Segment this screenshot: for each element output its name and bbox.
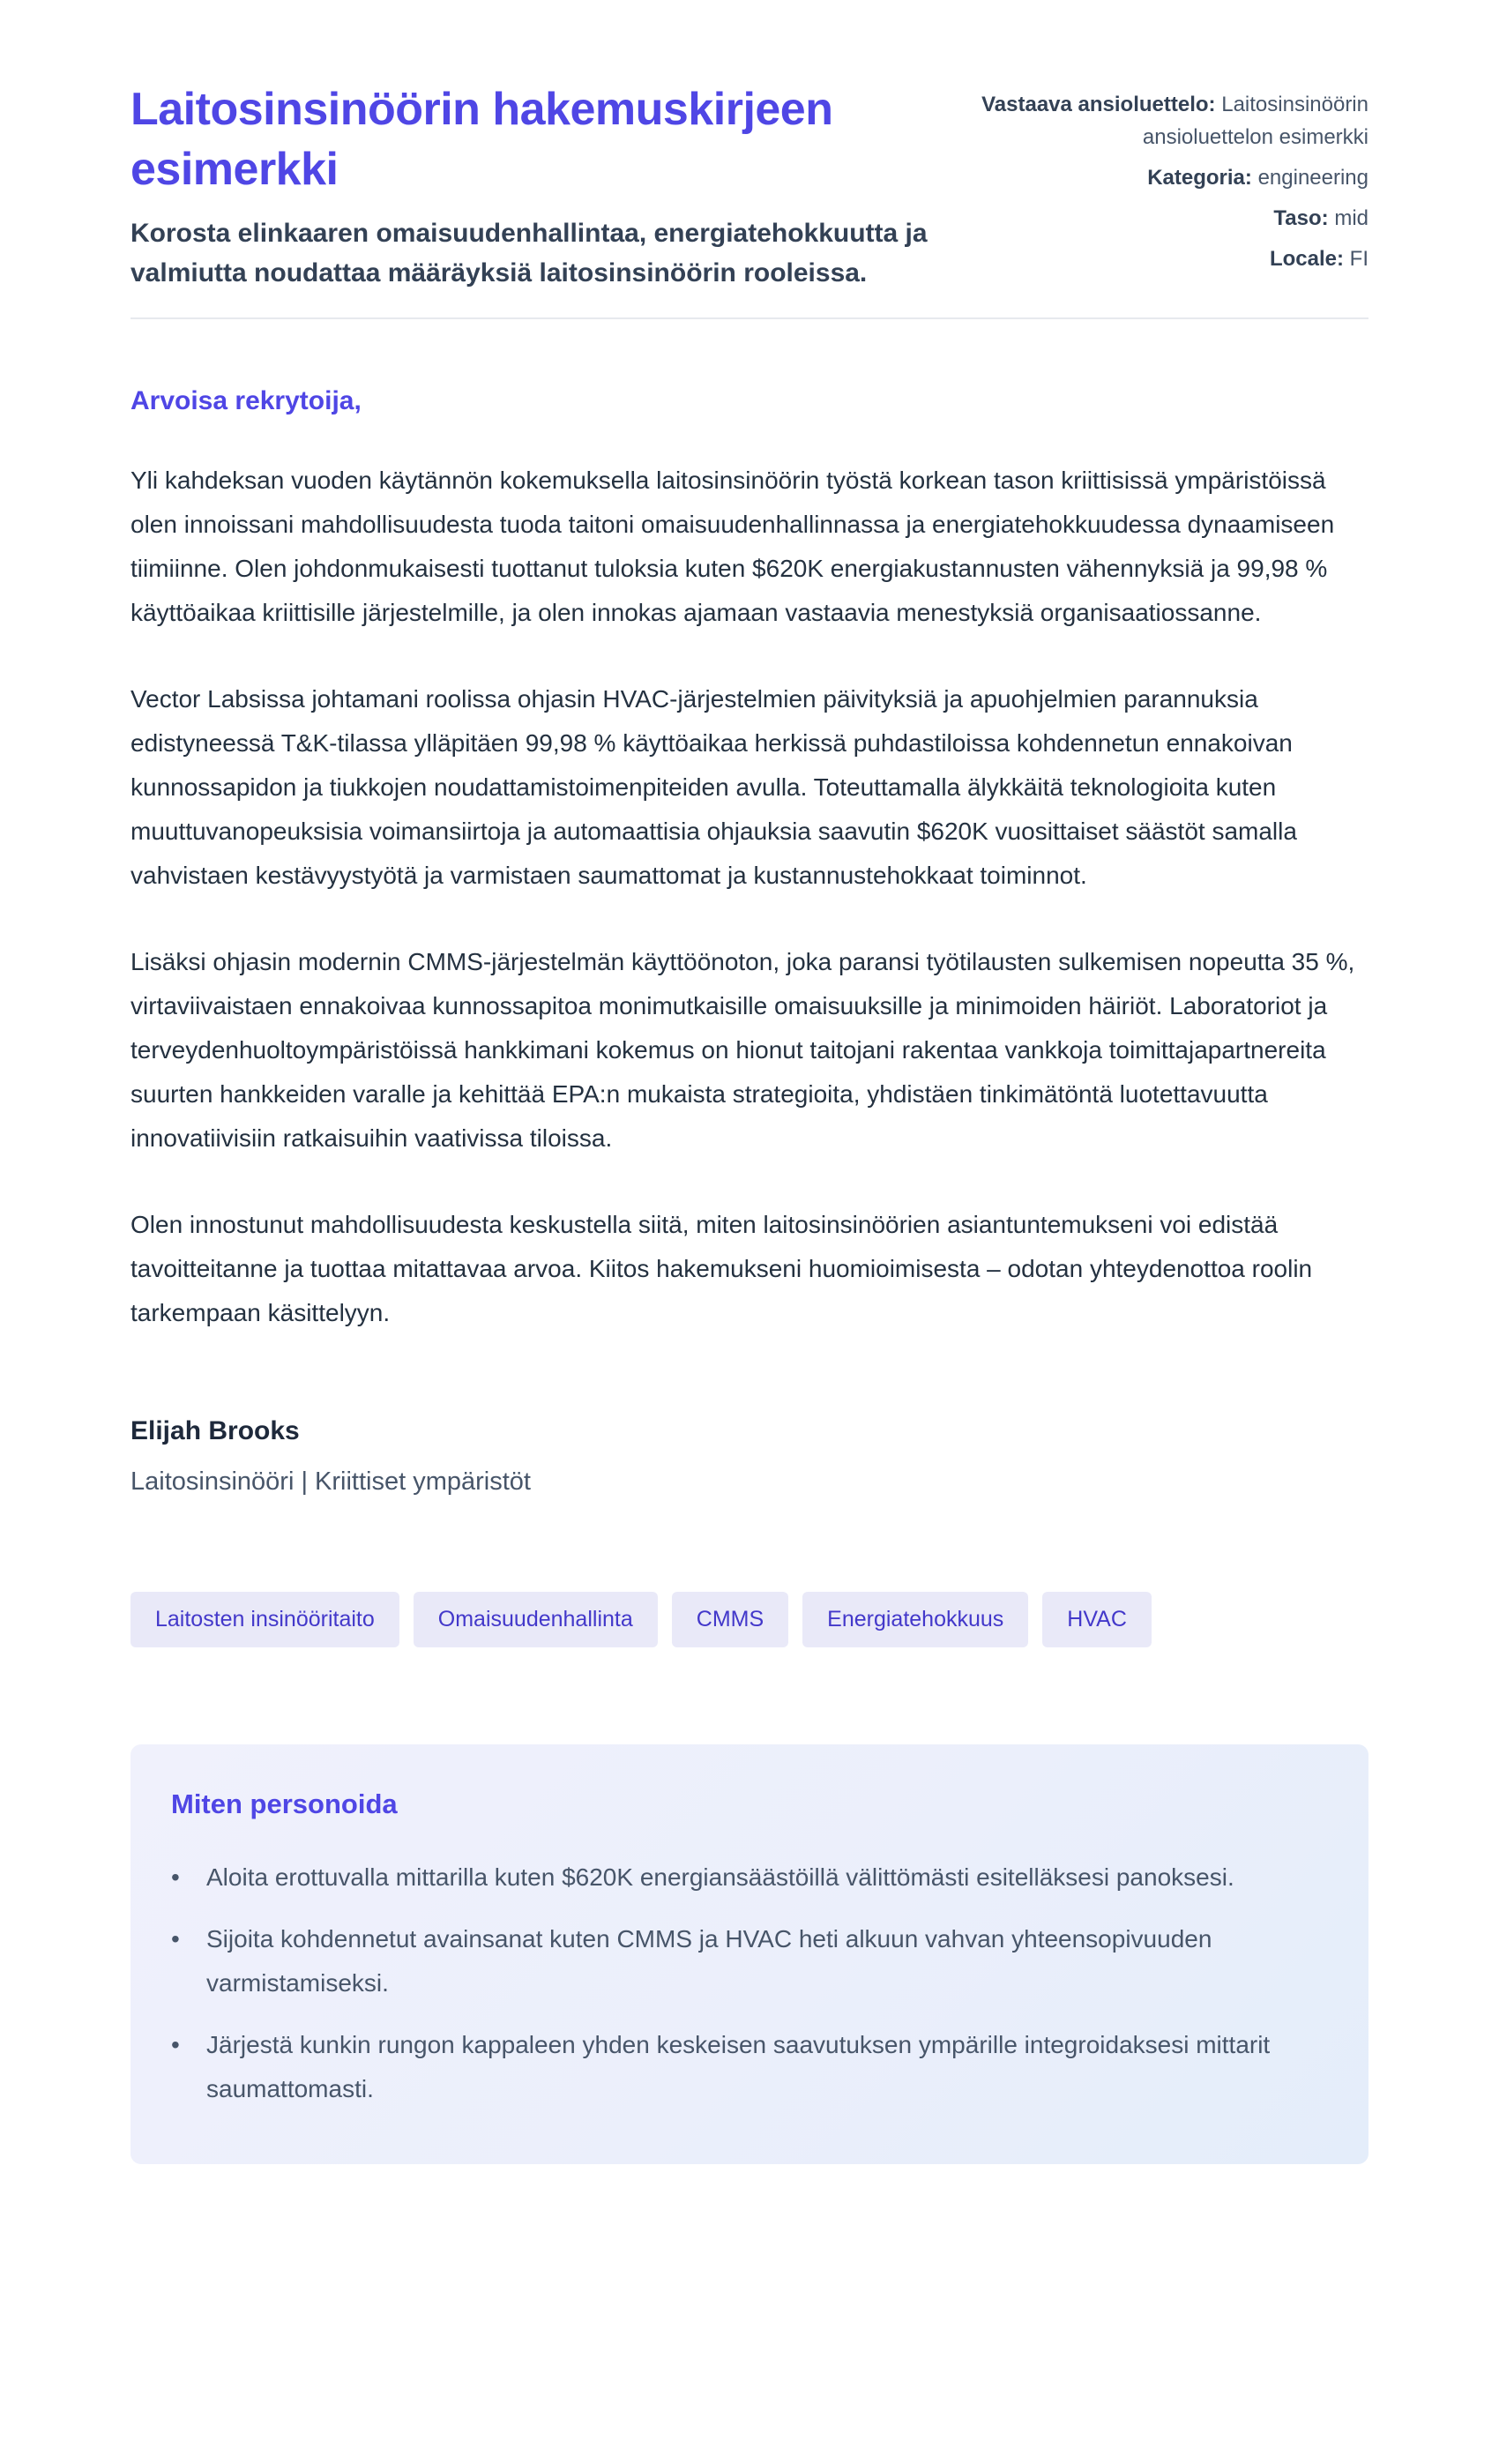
tips-title: Miten personoida <box>171 1788 398 1819</box>
meta-panel <box>963 79 1368 283</box>
meta-label: Kategoria: <box>1147 166 1252 190</box>
meta-label: Locale: <box>1269 247 1344 271</box>
letter-paragraph: Lisäksi ohjasin modernin CMMS-järjestelmän käyttöönoton, joka paransi työtilausten sulkemisen nopeutta 35 %, virtaviivaistaen ennakoivaa kunnossapitoa monimutkaisille omaisuuksille ja minimoiden häiriöt. Laboratoriot ja terveydenhuoltoympäristöissä hankkimani kokemus on hionut taitojani rakentaa vankkoja toimittajapartnereita suurten hankkeiden varalle ja kehittää EPA:n mukaista strategioita, yhdistäen tinkimätöntä luotettavuutta innovatiivisiin ratkaisuihin vaativissa tiloissa. <box>131 948 1355 1152</box>
header-left <box>131 79 963 293</box>
bullet-icon: • <box>171 1925 180 1953</box>
meta-row-matching-resume <box>963 88 1368 153</box>
header-divider <box>131 317 1368 319</box>
tag-chip: Energiatehokkuus <box>802 1592 1028 1647</box>
keyword-tags <box>131 1592 1368 1647</box>
meta-value: FI <box>1349 247 1368 271</box>
page-title: Laitosinsinöörin hakemuskirjeen esimerkki <box>131 84 833 195</box>
tag-chip: Laitosten insinööritaito <box>131 1592 399 1647</box>
tip-text: Sijoita kohdennetut avainsanat kuten CMMS ja HVAC heti alkuun vahvan yhteensopivuuden varmistamiseksi. <box>206 1925 1212 1997</box>
tip-item <box>171 1855 1300 1900</box>
meta-value: engineering <box>1257 166 1368 190</box>
letter-paragraph: Yli kahdeksan vuoden käytännön kokemuksella laitosinsinöörin työstä korkean tason kriittisissä ympäristöissä olen innoissani mahdollisuudesta tuoda taitoni omaisuudenhallinnassa ja energiatehokkuudessa dynaamiseen tiimiinne. Olen johdonmukaisesti tuottanut tuloksia kuten $620K energiakustannusten vähennyksiä ja 99,98 % käyttöaikaa kriittisille järjestelmille, ja olen innokas ajamaan vastaavia menestyksiä organisaatiossanne. <box>131 467 1335 626</box>
meta-label: Vastaava ansioluettelo: <box>981 93 1216 116</box>
signature-role: Laitosinsinööri | Kriittiset ympäristöt <box>131 1467 531 1496</box>
header <box>131 79 1368 293</box>
tip-item <box>171 1917 1300 2005</box>
meta-value: mid <box>1334 206 1368 230</box>
bullet-icon: • <box>171 2031 180 2058</box>
personalization-tips-box <box>131 1744 1368 2164</box>
tip-text: Järjestä kunkin rungon kappaleen yhden keskeisen saavutuksen ympärille integroidaksesi mittarit saumattomasti. <box>206 2031 1271 2102</box>
page-subtitle: Korosta elinkaaren omaisuudenhallintaa, energiatehokkuutta ja valmiutta noudattaa määräyksiä laitosinsinöörin rooleissa. <box>131 219 928 287</box>
tips-list <box>171 1855 1328 2111</box>
letter-paragraph: Vector Labsissa johtamani roolissa ohjasin HVAC-järjestelmien päivityksiä ja apuohjelmien parannuksia edistyneessä T&K-tilassa ylläpitäen 99,98 % käyttöaikaa herkissä puhdastiloissa kohdennetun ennakoivan kunnossapidon ja tiukkojen noudattamistoimenpiteiden avulla. Toteuttamalla älykkäitä teknologioita kuten muuttuvanopeuksisia voimansiirtoja ja automaattisia ohjauksia saavutin $620K vuosittaiset säästöt samalla vahvistaen kestävyystyötä ja varmistaen saumattomat ja kustannustehokkaat toiminnot. <box>131 685 1297 889</box>
meta-row-level <box>963 202 1368 235</box>
letter-greeting: Arvoisa rekrytoija, <box>131 386 362 415</box>
signature-block <box>131 1416 1368 1497</box>
meta-row-locale <box>963 243 1368 275</box>
tag-chip: Omaisuudenhallinta <box>414 1592 658 1647</box>
signature-name: Elijah Brooks <box>131 1416 300 1445</box>
tag-chip: CMMS <box>672 1592 788 1647</box>
meta-row-category <box>963 161 1368 194</box>
meta-value: Laitosinsinöörin ansioluettelon esimerkki <box>1142 93 1368 149</box>
tip-item <box>171 2023 1300 2111</box>
tag-chip: HVAC <box>1042 1592 1152 1647</box>
letter-paragraph: Olen innostunut mahdollisuudesta keskustella siitä, miten laitosinsinöörien asiantuntemukseni voi edistää tavoitteitanne ja tuottaa mitattavaa arvoa. Kiitos hakemukseni huomioimisesta – odotan yhteydenottoa roolin tarkempaan käsittelyyn. <box>131 1211 1313 1326</box>
bullet-icon: • <box>171 1863 180 1891</box>
meta-label: Taso: <box>1273 206 1329 230</box>
tip-text: Aloita erottuvalla mittarilla kuten $620K energiansäästöillä välittömästi esitelläksesi panoksesi. <box>206 1863 1234 1891</box>
cover-letter-body <box>131 386 1368 1497</box>
